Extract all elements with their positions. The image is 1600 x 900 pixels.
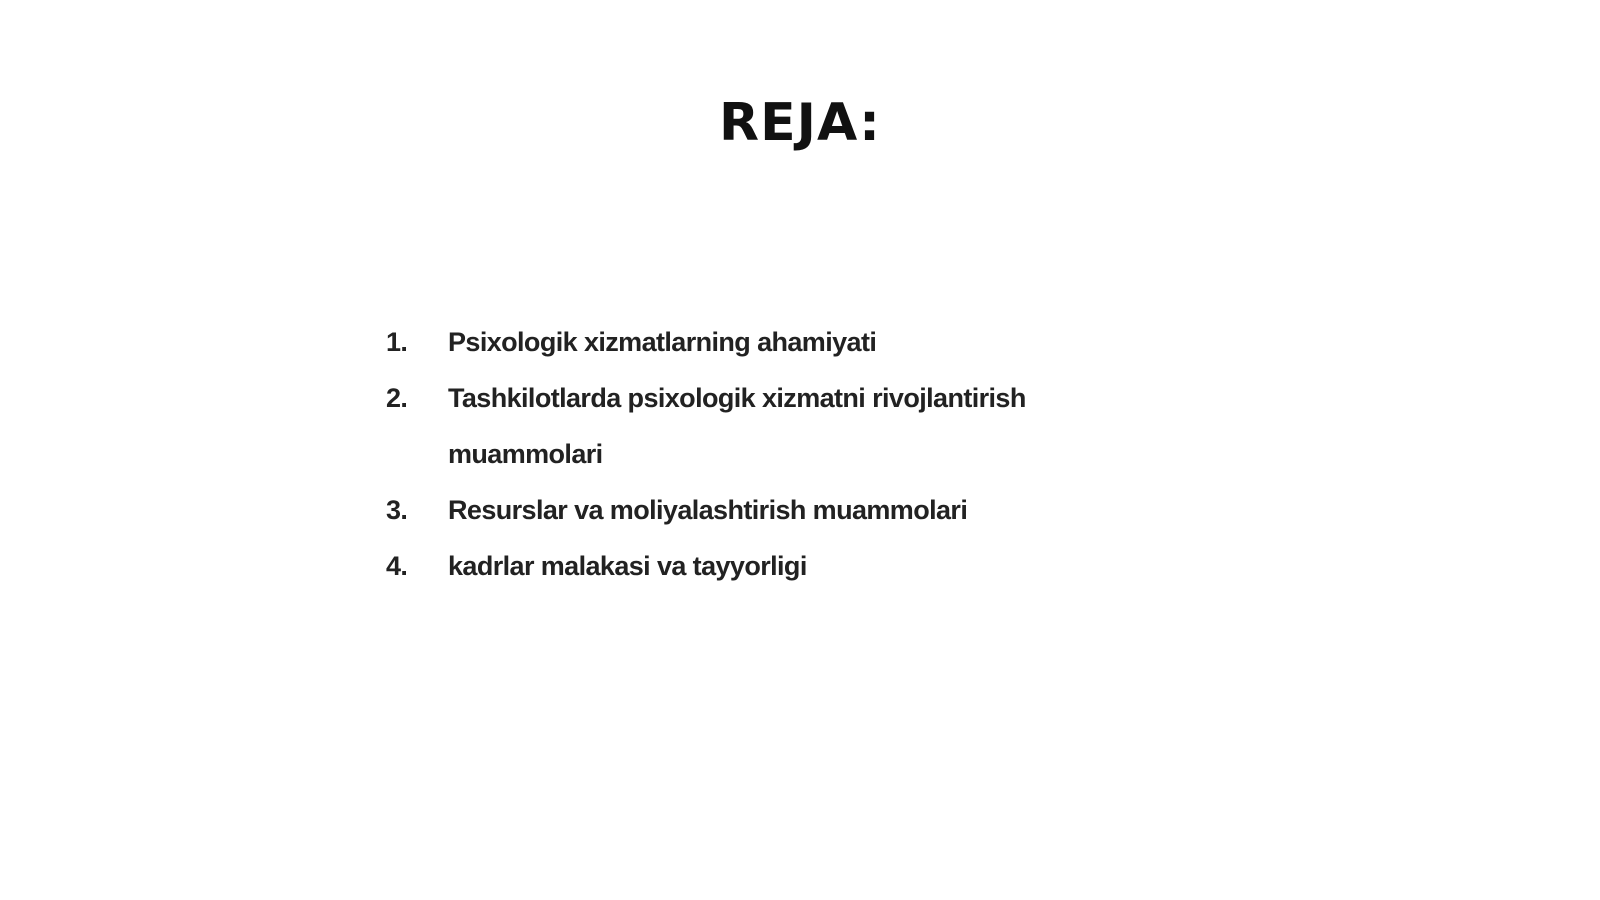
plan-item-text: Psixologik xizmatlarning ahamiyati — [448, 327, 877, 357]
plan-item-number: 1. — [386, 327, 408, 357]
plan-item-text: Tashkilotlarda psixologik xizmatni rivojlantirish muammolari — [448, 383, 1026, 469]
plan-item — [386, 482, 1146, 538]
plan-item-text: Resurslar va moliyalashtirish muammolari — [448, 495, 968, 525]
plan-item-number: 4. — [386, 551, 408, 581]
plan-item — [386, 538, 1146, 594]
plan-item-text: kadrlar malakasi va tayyorligi — [448, 551, 807, 581]
plan-list — [386, 314, 1146, 594]
plan-item — [386, 314, 1146, 370]
slide-title: REJA: — [719, 93, 881, 153]
plan-item-number: 2. — [386, 383, 408, 413]
plan-item-number: 3. — [386, 495, 408, 525]
plan-item — [386, 370, 1146, 482]
